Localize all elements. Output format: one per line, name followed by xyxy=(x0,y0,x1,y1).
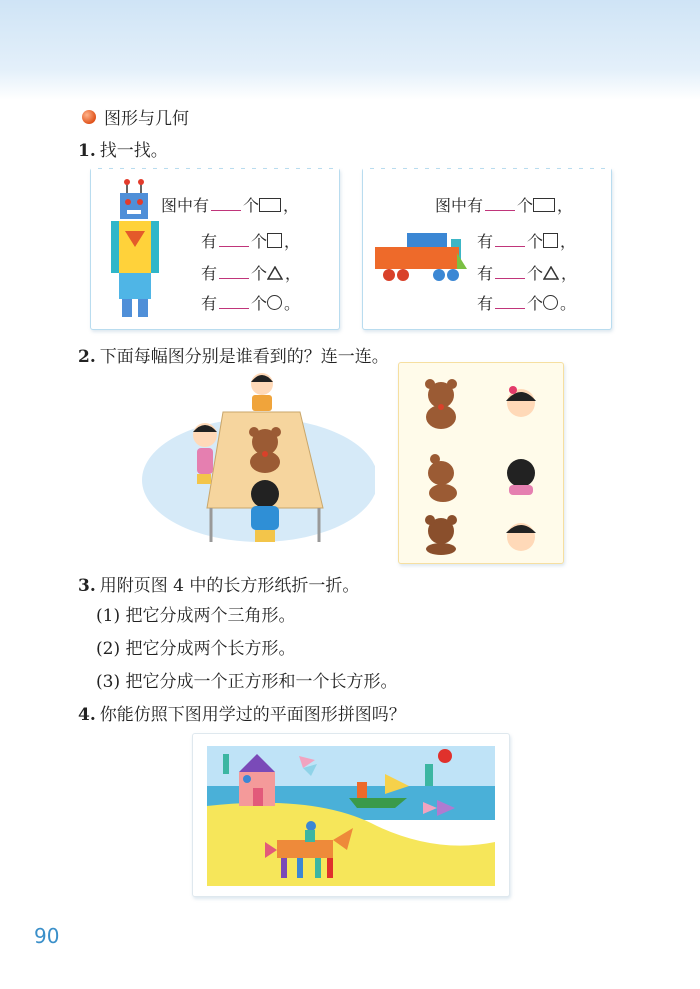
robot-blank-3[interactable] xyxy=(219,277,249,279)
robot-line-1-suffix: 个 xyxy=(243,196,260,215)
square-icon xyxy=(543,233,558,248)
question-3-item-3-text: 把它分成一个正方形和一个长方形。 xyxy=(125,672,398,692)
section-heading xyxy=(82,104,189,129)
robot-line-2-prefix: 有 xyxy=(201,232,218,251)
question-2-number: 2. xyxy=(78,347,96,367)
question-1-number: 1. xyxy=(78,141,96,161)
section-bullet-icon xyxy=(82,110,96,124)
robot-line-3-end: ， xyxy=(285,264,302,283)
robot-line-2-end: ， xyxy=(284,232,301,251)
robot-card xyxy=(90,168,340,330)
train-line-1 xyxy=(435,193,573,216)
rectangle-icon xyxy=(259,198,281,212)
views-grid-illustration xyxy=(409,373,553,555)
question-3-text: 用附页图 4 中的长方形纸折一折。 xyxy=(99,576,360,596)
robot-line-3-suffix: 个 xyxy=(251,264,268,283)
train-figure-icon xyxy=(373,227,469,287)
train-blank-2[interactable] xyxy=(495,245,525,247)
train-line-2-prefix: 有 xyxy=(477,232,494,251)
question-4 xyxy=(78,700,406,725)
robot-line-3 xyxy=(201,261,301,284)
question-3 xyxy=(78,571,359,596)
rectangle-icon xyxy=(533,198,555,212)
question-4-text: 你能仿照下图用学过的平面图形拼图吗？ xyxy=(99,705,406,725)
train-line-4-end: 。 xyxy=(560,294,577,313)
train-line-1-suffix: 个 xyxy=(517,196,534,215)
robot-line-4-end: 。 xyxy=(284,294,301,313)
robot-line-1-end: ， xyxy=(283,196,300,215)
robot-line-2 xyxy=(201,229,300,252)
train-line-2 xyxy=(477,229,576,252)
robot-line-4-suffix: 个 xyxy=(251,294,268,313)
train-line-3-prefix: 有 xyxy=(477,264,494,283)
question-3-item-3 xyxy=(96,667,398,692)
train-line-2-end: ， xyxy=(560,232,577,251)
square-icon xyxy=(267,233,282,248)
page-number: 90 xyxy=(34,924,60,948)
train-card xyxy=(362,168,612,330)
question-3-number: 3. xyxy=(78,576,96,596)
question-3-item-2 xyxy=(96,634,296,659)
triangle-icon xyxy=(543,266,559,280)
shape-collage-illustration xyxy=(207,746,495,886)
bear-front-view-icon xyxy=(425,379,457,429)
circle-icon xyxy=(267,295,282,310)
robot-line-1 xyxy=(161,193,299,216)
question-3-item-2-label: (2) xyxy=(96,639,121,659)
robot-line-2-suffix: 个 xyxy=(251,232,268,251)
table-scene-illustration xyxy=(135,370,375,565)
train-line-4-prefix: 有 xyxy=(477,294,494,313)
question-3-item-1-text: 把它分成两个三角形。 xyxy=(125,606,296,626)
question-4-number: 4. xyxy=(78,705,96,725)
train-line-2-suffix: 个 xyxy=(527,232,544,251)
train-blank-4[interactable] xyxy=(495,307,525,309)
robot-blank-4[interactable] xyxy=(219,307,249,309)
train-line-1-end: ， xyxy=(557,196,574,215)
train-line-1-prefix: 图中有 xyxy=(435,196,484,215)
question-3-item-1-label: (1) xyxy=(96,606,121,626)
views-panel xyxy=(398,362,564,564)
train-line-4-suffix: 个 xyxy=(527,294,544,313)
robot-blank-2[interactable] xyxy=(219,245,249,247)
robot-line-1-prefix: 图中有 xyxy=(161,196,210,215)
question-3-item-3-label: (3) xyxy=(96,672,121,692)
header-band xyxy=(0,0,700,100)
question-3-item-1 xyxy=(96,601,296,626)
train-line-3-end: ， xyxy=(561,264,578,283)
shape-collage-card xyxy=(192,733,510,897)
robot-figure-icon xyxy=(105,179,165,319)
robot-line-3-prefix: 有 xyxy=(201,264,218,283)
question-1 xyxy=(78,136,168,161)
circle-icon xyxy=(543,295,558,310)
question-2-text: 下面每幅图分别是谁看到的？连一连。 xyxy=(99,347,389,367)
robot-blank-1[interactable] xyxy=(211,209,241,211)
robot-line-4-prefix: 有 xyxy=(201,294,218,313)
section-title: 图形与几何 xyxy=(104,109,189,129)
question-1-text: 找一找。 xyxy=(99,141,168,161)
train-line-4 xyxy=(477,291,576,314)
train-blank-3[interactable] xyxy=(495,277,525,279)
train-line-3-suffix: 个 xyxy=(527,264,544,283)
question-3-item-2-text: 把它分成两个长方形。 xyxy=(125,639,296,659)
question-2 xyxy=(78,342,389,367)
train-line-3 xyxy=(477,261,577,284)
triangle-icon xyxy=(267,266,283,280)
train-blank-1[interactable] xyxy=(485,209,515,211)
robot-line-4 xyxy=(201,291,300,314)
